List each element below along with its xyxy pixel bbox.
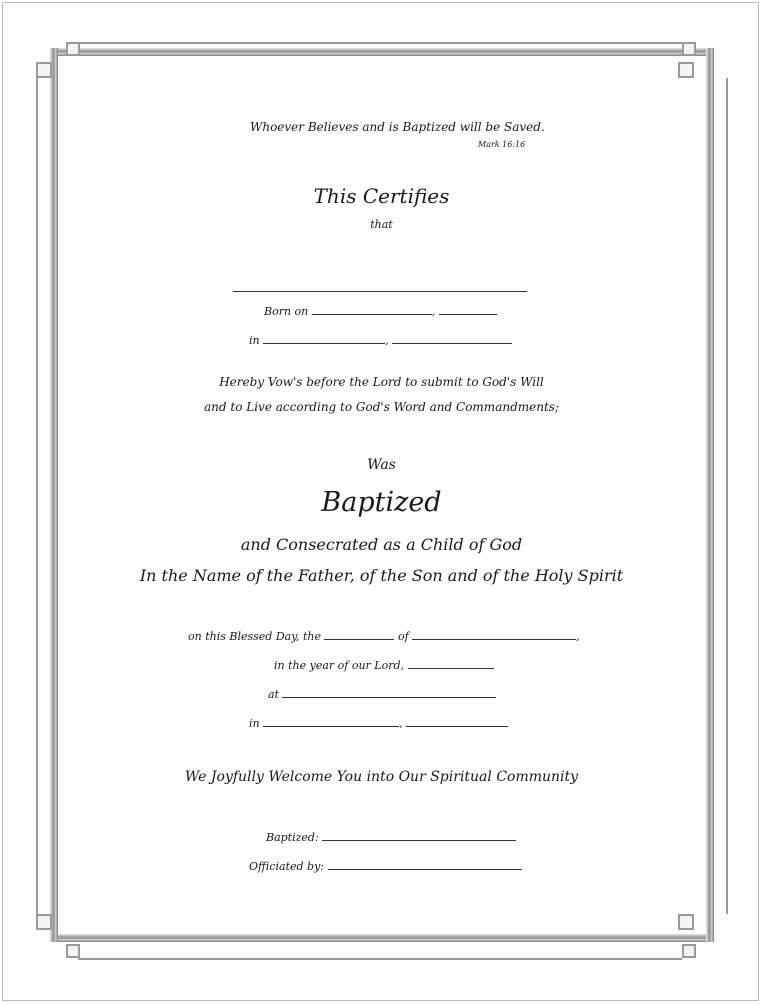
birth-year-field[interactable] <box>439 313 497 315</box>
baptism-city-field[interactable] <box>263 725 399 727</box>
verse-reference: Mark 16:16 <box>478 140 526 149</box>
location-separator: , <box>399 717 403 730</box>
date-end: , <box>576 630 580 643</box>
born-label: Born on <box>264 305 309 318</box>
birthplace-row <box>249 334 512 347</box>
born-separator: , <box>431 305 436 318</box>
year-row <box>274 659 494 672</box>
birth-date-field[interactable] <box>312 313 432 315</box>
baptism-year-field[interactable] <box>408 667 494 669</box>
at-label: at <box>268 688 279 701</box>
year-label: in the year of our Lord, <box>274 659 405 672</box>
bible-verse: Whoever Believes and is Baptized will be Saved. <box>250 120 545 134</box>
consecrated-text: and Consecrated as a Child of God <box>240 535 523 554</box>
certificate-title: This Certifies <box>313 184 450 208</box>
church-field[interactable] <box>282 696 496 698</box>
officiant-signature-label: Officiated by: <box>249 860 324 873</box>
birthplace-separator: , <box>385 334 389 347</box>
officiant-signature-row <box>249 860 522 873</box>
baptism-state-field[interactable] <box>406 725 508 727</box>
welcome-text: We Joyfully Welcome You into Our Spiritual Community <box>184 769 579 785</box>
was-text: Was <box>367 457 396 473</box>
baptized-signature-row <box>266 831 516 844</box>
officiant-signature-field[interactable] <box>328 868 522 870</box>
baptized-signature-label: Baptized: <box>266 831 319 844</box>
of-label: of <box>397 630 409 643</box>
date-row <box>188 630 580 643</box>
vow-line-1: Hereby Vow's before the Lord to submit to God's Will <box>219 375 544 389</box>
baptized-heading: Baptized <box>321 487 442 518</box>
certificate-subtitle: that <box>370 218 393 231</box>
birth-city-field[interactable] <box>263 342 385 344</box>
baptized-signature-field[interactable] <box>322 839 516 841</box>
date-label: on this Blessed Day, the <box>188 630 321 643</box>
trinity-text: In the Name of the Father, of the Son and of the Holy Spirit <box>139 566 624 585</box>
at-row <box>268 688 496 701</box>
birthplace-label: in <box>249 334 260 347</box>
name-field[interactable] <box>233 291 527 292</box>
baptism-month-field[interactable] <box>412 638 576 640</box>
baptism-day-field[interactable] <box>324 638 394 640</box>
location-label: in <box>249 717 260 730</box>
born-row <box>264 305 497 318</box>
birth-state-field[interactable] <box>392 342 512 344</box>
location-row <box>249 717 508 730</box>
vow-line-2: and to Live according to God's Word and Commandments; <box>204 400 559 414</box>
